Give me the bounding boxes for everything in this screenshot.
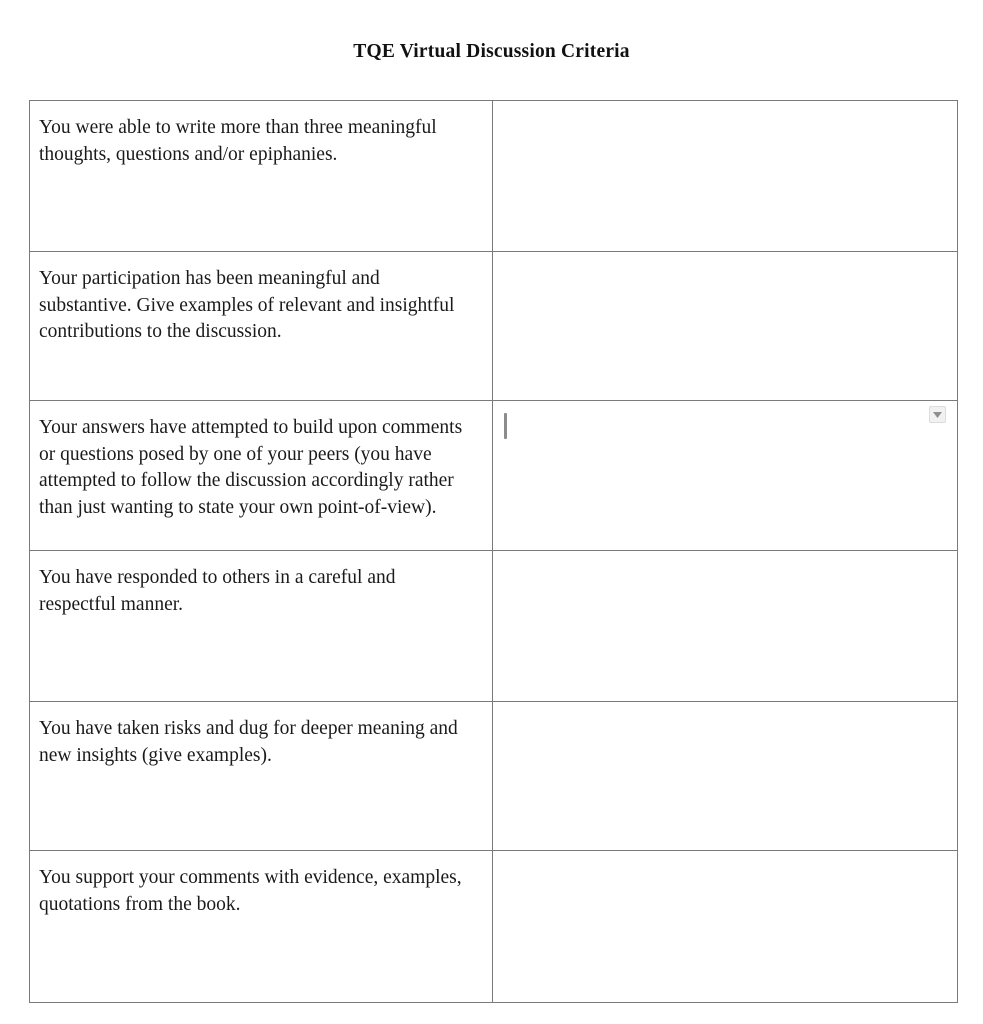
response-text[interactable] bbox=[493, 101, 957, 125]
response-text[interactable] bbox=[493, 401, 957, 425]
response-text[interactable] bbox=[493, 702, 957, 726]
page-title: TQE Virtual Discussion Criteria bbox=[353, 41, 630, 62]
response-text[interactable] bbox=[493, 252, 957, 276]
table-row bbox=[30, 101, 958, 252]
criterion-cell-2 bbox=[30, 252, 493, 401]
response-cell-2[interactable] bbox=[493, 252, 958, 401]
table-row bbox=[30, 551, 958, 702]
criterion-text: You have responded to others in a careful and respectful manner. bbox=[39, 567, 396, 615]
table-row bbox=[30, 702, 958, 851]
criterion-text: You have taken risks and dug for deeper meaning and new insights (give examples). bbox=[39, 718, 458, 766]
table-row bbox=[30, 401, 958, 551]
criterion-text: You support your comments with evidence, examples, quotations from the book. bbox=[39, 867, 462, 915]
criterion-text: Your participation has been meaningful and substantive. Give examples of relevant and insightful contributions to the discussion. bbox=[39, 268, 455, 342]
text-cursor bbox=[504, 413, 507, 439]
criteria-table bbox=[29, 100, 958, 1003]
response-text[interactable] bbox=[493, 551, 957, 575]
response-cell-6[interactable] bbox=[493, 851, 958, 1003]
criterion-cell-1 bbox=[30, 101, 493, 252]
response-cell-4[interactable] bbox=[493, 551, 958, 702]
criterion-cell-6 bbox=[30, 851, 493, 1003]
response-cell-5[interactable] bbox=[493, 702, 958, 851]
table-row bbox=[30, 252, 958, 401]
criterion-text: You were able to write more than three meaningful thoughts, questions and/or epiphanies. bbox=[39, 117, 437, 165]
response-cell-3[interactable] bbox=[493, 401, 958, 551]
criterion-cell-4 bbox=[30, 551, 493, 702]
chevron-down-icon[interactable] bbox=[929, 406, 946, 423]
criterion-cell-5 bbox=[30, 702, 493, 851]
response-text[interactable] bbox=[493, 851, 957, 875]
criterion-text: Your answers have attempted to build upon comments or questions posed by one of your peers (you have attempted to follow the discussion accordingly rather than just wanting to state your own point-of-view). bbox=[39, 417, 463, 518]
criterion-cell-3 bbox=[30, 401, 493, 551]
response-cell-1[interactable] bbox=[493, 101, 958, 252]
table-row bbox=[30, 851, 958, 1003]
